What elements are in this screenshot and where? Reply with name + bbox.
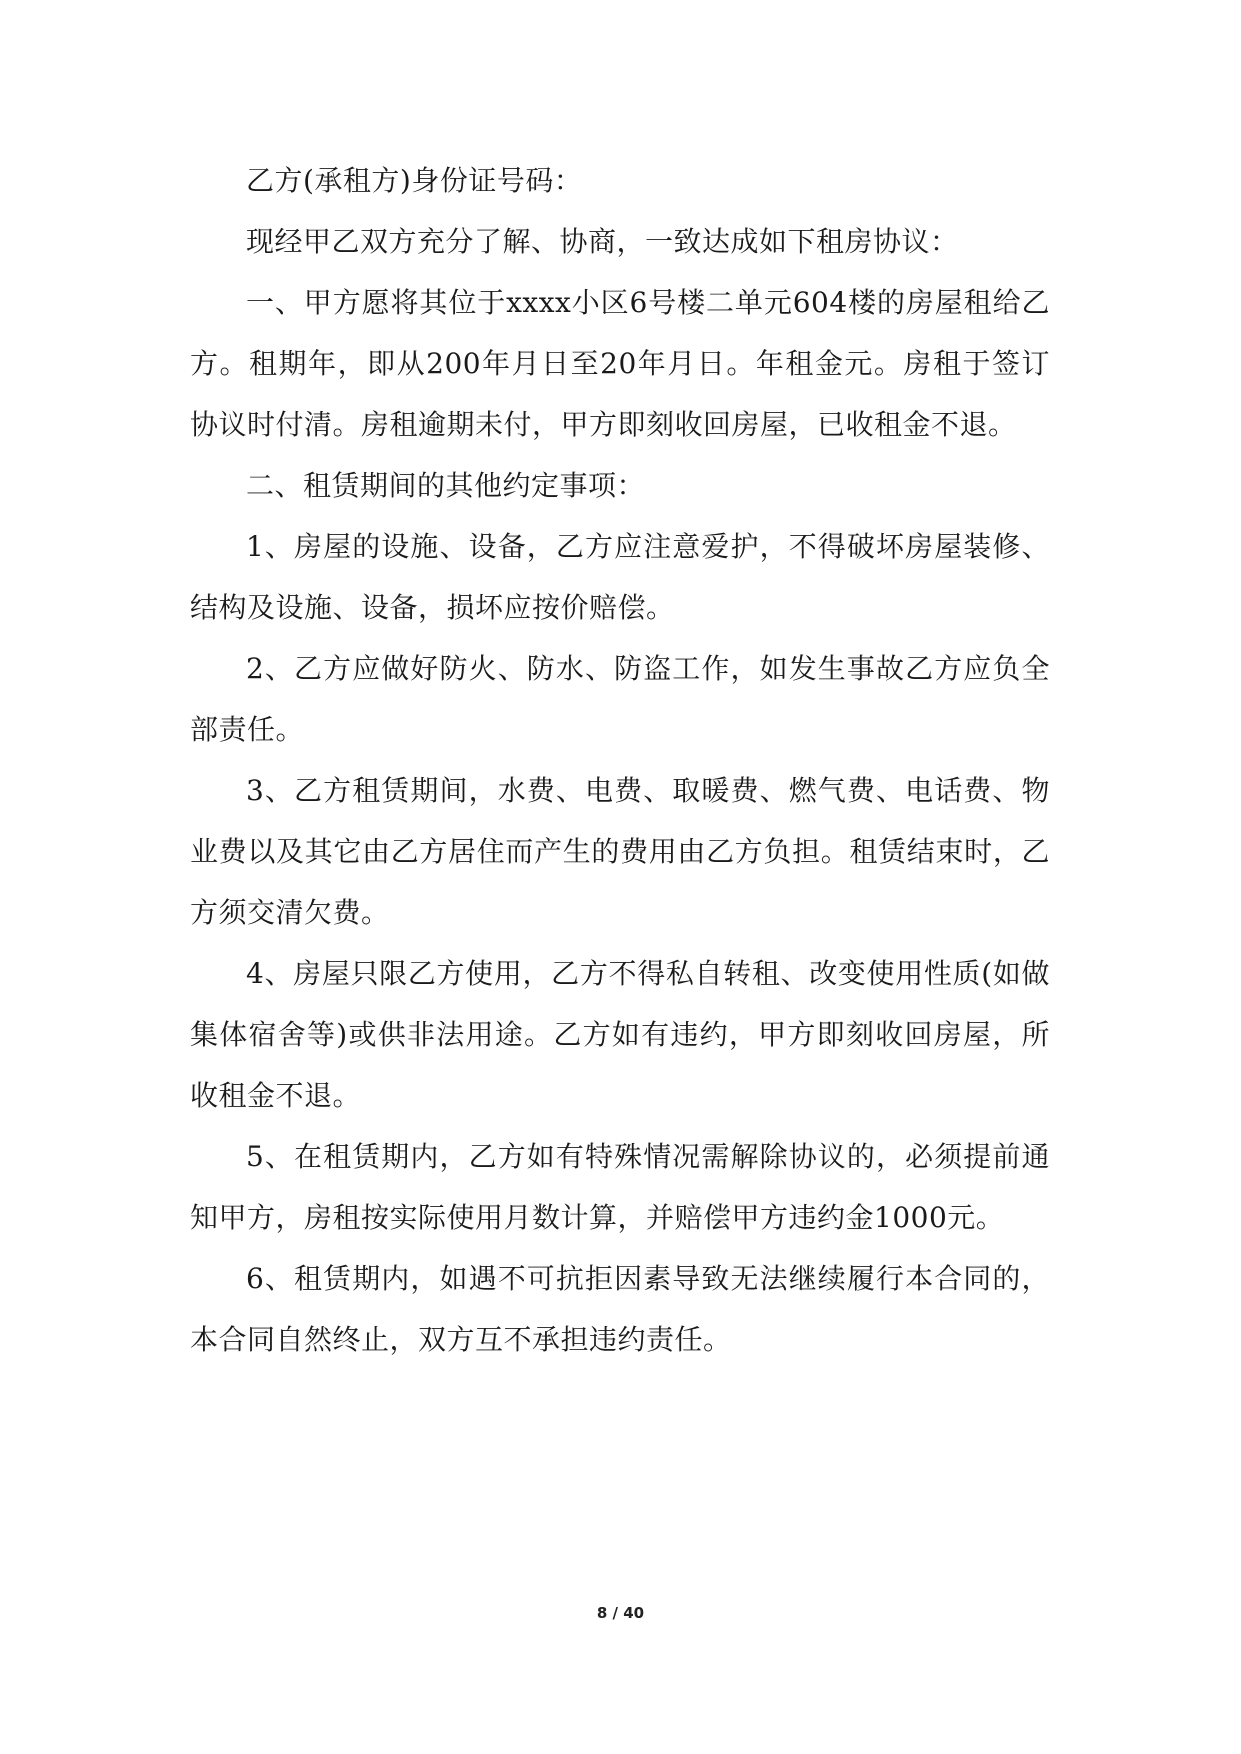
- paragraph-item-6: 6、租赁期内，如遇不可抗拒因素导致无法继续履行本合同的，本合同自然终止，双方互不承担违约责任。: [190, 1262, 1050, 1356]
- paragraph-agreement-intro: 现经甲乙双方充分了解、协商，一致达成如下租房协议：: [246, 225, 959, 258]
- paragraph-item-1: 1、房屋的设施、设备，乙方应注意爱护，不得破坏房屋装修、结构及设施、设备，损坏应按价赔偿。: [190, 530, 1050, 624]
- paragraph-item-3: 3、乙方租赁期间，水费、电费、取暖费、燃气费、电话费、物业费以及其它由乙方居住而产生的费用由乙方负担。租赁结束时，乙方须交清欠费。: [190, 774, 1050, 929]
- paragraph-clause-2-heading: 二、租赁期间的其他约定事项：: [246, 469, 646, 502]
- paragraph-clause-1: 一、甲方愿将其位于xxxx小区6号楼二单元604楼的房屋租给乙方。租期年，即从200年月日至20年月日。年租金元。房租于签订协议时付清。房租逾期未付，甲方即刻收回房屋，已收租金不退。: [190, 286, 1050, 441]
- page-number: 8 / 40: [596, 1604, 645, 1622]
- paragraph-item-2: 2、乙方应做好防火、防水、防盗工作，如发生事故乙方应负全部责任。: [190, 652, 1050, 746]
- paragraph-tenant-id: 乙方(承租方)身份证号码：: [246, 164, 583, 197]
- paragraph-item-5: 5、在租赁期内，乙方如有特殊情况需解除协议的，必须提前通知甲方，房租按实际使用月数计算，并赔偿甲方违约金1000元。: [190, 1140, 1050, 1234]
- document-body: [190, 150, 1050, 1370]
- paragraph-item-4: 4、房屋只限乙方使用，乙方不得私自转租、改变使用性质(如做集体宿舍等)或供非法用途。乙方如有违约，甲方即刻收回房屋，所收租金不退。: [190, 957, 1050, 1112]
